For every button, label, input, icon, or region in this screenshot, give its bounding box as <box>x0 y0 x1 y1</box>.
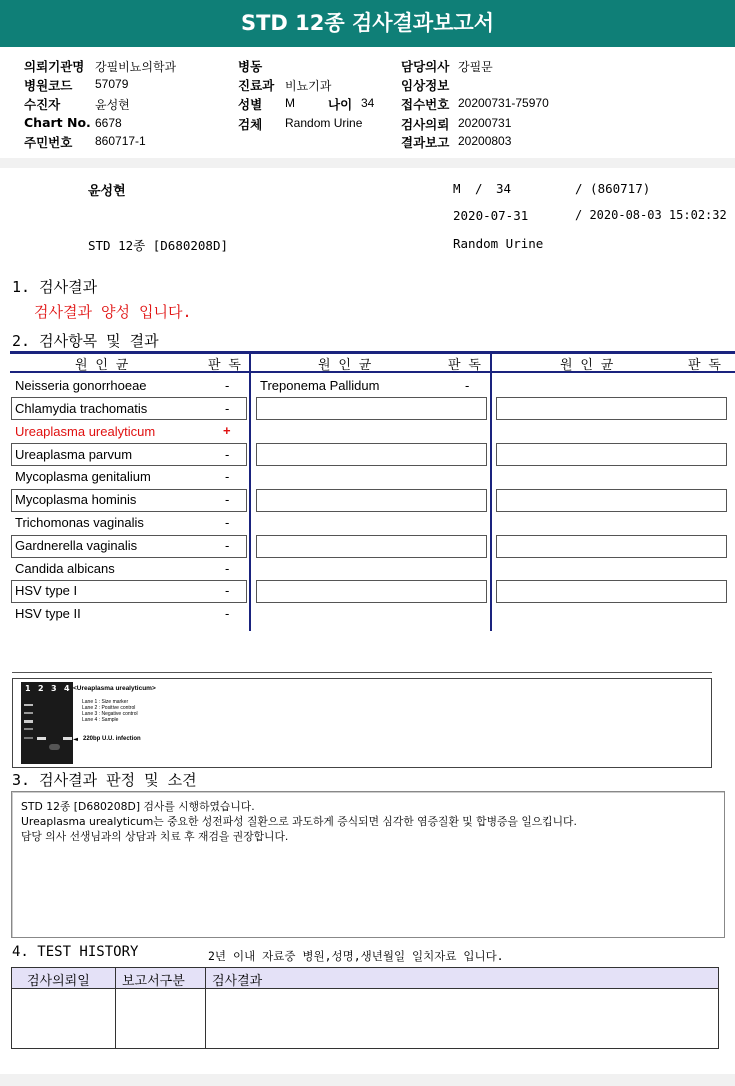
col2-result-header: 판 독 <box>448 358 481 373</box>
pathogen-result: - <box>225 515 230 530</box>
summary-specimen: Random Urine <box>453 236 544 251</box>
pathogen-result: - <box>225 469 230 484</box>
history-col-divider <box>205 967 206 1049</box>
summary-date: 2020-07-31 <box>453 208 529 223</box>
opinion-line: 담당 의사 선생님과의 상담과 치료 후 재검을 권장합니다. <box>21 830 289 843</box>
report-label: 결과보고 <box>401 135 450 150</box>
history-col-request-date: 검사의뢰일 <box>27 974 90 989</box>
row-box <box>256 397 487 420</box>
request-date: 20200731 <box>458 116 512 130</box>
pathogen-name: Ureaplasma parvum <box>15 447 133 462</box>
institution-label: 의뢰기관명 <box>24 59 85 74</box>
pathogen-result: - <box>225 561 230 576</box>
chart-no-value: 6678 <box>95 116 122 130</box>
row-box <box>256 535 487 558</box>
pathogen-result: - <box>225 606 230 621</box>
primer-dimer <box>49 744 60 750</box>
row-box <box>256 580 487 603</box>
section-divider <box>12 672 712 673</box>
sex-value: M <box>285 96 295 110</box>
request-label: 검사의뢰 <box>401 117 450 132</box>
pathogen-name: Treponema Pallidum <box>260 378 380 393</box>
sex-label: 성별 <box>238 97 263 112</box>
gel-legend-item: Lane 4 : Sample <box>82 717 119 723</box>
history-col-divider <box>115 967 116 1049</box>
page-footer-strip <box>0 1074 735 1086</box>
pathogen-result: - <box>225 447 230 462</box>
pathogen-result: - <box>225 538 230 553</box>
row-box <box>496 489 727 512</box>
ward-label: 병동 <box>238 59 263 74</box>
receipt-no-value: 20200731-75970 <box>458 96 549 110</box>
band-arrow-icon: ◄ <box>73 735 78 743</box>
report-date: 20200803 <box>458 134 512 148</box>
row-box <box>256 489 487 512</box>
opinion-line: STD 12종 [D680208D] 검사를 시행하였습니다. <box>21 800 255 813</box>
marker-band <box>24 704 33 706</box>
lane-label: 1 <box>25 684 31 693</box>
gel-legend-item: Lane 3 : Negative control <box>82 711 138 717</box>
marker-band <box>24 737 33 739</box>
summary-sex: M <box>453 181 461 196</box>
age-value: 34 <box>361 96 375 110</box>
divider-strip <box>0 158 735 168</box>
pathogen-result: - <box>465 378 470 393</box>
lane-label: 4 <box>64 684 70 693</box>
pathogen-name: HSV type II <box>15 606 81 621</box>
pathogen-result: - <box>225 583 230 598</box>
lane-label: 3 <box>51 684 57 693</box>
gel-title: <Ureaplasma urealyticum> <box>73 685 156 692</box>
chart-no-label: Chart No. <box>24 115 91 130</box>
history-note: 2년 이내 자료중 병원,성명,생년월일 일치자료 입니다. <box>208 949 504 963</box>
col3-result-header: 판 독 <box>688 358 721 373</box>
column-divider-1 <box>249 351 251 631</box>
opinion-line: Ureaplasma urealyticum는 중요한 성전파성 질환으로 과도하게 증식되면 심각한 염증질환 및 합병증을 일으킵니다. <box>21 815 577 828</box>
summary-report-datetime: / 2020-08-03 15:02:32 <box>575 208 727 222</box>
history-table <box>11 967 719 1049</box>
pathogen-result-positive: + <box>223 423 231 438</box>
pathogen-result: - <box>225 492 230 507</box>
history-col-result: 검사결과 <box>212 974 263 989</box>
age-label: 나이 <box>328 97 353 112</box>
marker-band <box>24 720 33 723</box>
pathogen-result: - <box>225 378 230 393</box>
collector-label: 수진자 <box>24 97 61 112</box>
row-box <box>496 443 727 466</box>
receipt-no-label: 접수번호 <box>401 97 450 112</box>
positive-result-text: 검사결과 양성 입니다. <box>34 303 192 321</box>
row-box <box>496 535 727 558</box>
section4-heading: 4. TEST HISTORY <box>12 944 139 960</box>
row-box <box>496 397 727 420</box>
pathogen-name: Neisseria gonorrhoeae <box>15 378 147 393</box>
section3-heading: 3. 검사결과 판정 및 소견 <box>12 771 197 789</box>
col3-pathogen-header: 원 인 균 <box>560 358 614 373</box>
clinical-label: 임상정보 <box>401 78 450 93</box>
hospital-code-label: 병원코드 <box>24 78 73 93</box>
pathogen-name: Trichomonas vaginalis <box>15 515 144 530</box>
specimen-value: Random Urine <box>285 116 363 130</box>
marker-band <box>24 728 33 730</box>
dept-value: 비뇨기과 <box>285 79 332 93</box>
gel-image <box>21 682 73 764</box>
pathogen-result: - <box>225 401 230 416</box>
resident-no-label: 주민번호 <box>24 135 73 150</box>
specimen-label: 검체 <box>238 117 263 132</box>
hospital-code-value: 57079 <box>95 77 129 91</box>
col1-pathogen-header: 원 인 균 <box>75 358 129 373</box>
pathogen-name: Candida albicans <box>15 561 115 576</box>
pathogen-name: Mycoplasma genitalium <box>15 469 151 484</box>
doctor-value: 강필문 <box>458 60 493 74</box>
summary-name: 윤성현 <box>88 184 126 199</box>
collector-value: 윤성현 <box>95 98 130 112</box>
band-label: 220bp U.U. infection <box>83 736 141 742</box>
sample-band <box>63 737 72 740</box>
report-title: STD 12종 검사결과보고서 <box>0 0 735 47</box>
lane-label: 2 <box>38 684 44 693</box>
row-box <box>256 443 487 466</box>
pathogen-name: Mycoplasma hominis <box>15 492 137 507</box>
summary-test-code: STD 12종 [D680208D] <box>88 238 229 253</box>
col2-pathogen-header: 원 인 균 <box>318 358 372 373</box>
positive-band <box>37 737 46 740</box>
opinion-box <box>11 791 725 938</box>
institution-value: 강필비뇨의학과 <box>95 60 177 74</box>
pathogen-name: Chlamydia trachomatis <box>15 401 148 416</box>
section1-heading: 1. 검사결과 <box>12 278 98 296</box>
section2-heading: 2. 검사항목 및 결과 <box>12 332 159 350</box>
pathogen-name: HSV type I <box>15 583 78 598</box>
gel-legend-item: Lane 1 : Size marker <box>82 699 129 705</box>
summary-slash: / <box>475 181 483 196</box>
column-divider-2 <box>490 351 492 631</box>
col1-result-header: 판 독 <box>208 358 241 373</box>
history-col-report-type: 보고서구분 <box>122 974 185 989</box>
pathogen-name-positive: Ureaplasma urealyticum <box>15 424 156 439</box>
pathogen-name: Gardnerella vaginalis <box>15 538 138 553</box>
dept-label: 진료과 <box>238 78 275 93</box>
marker-band <box>24 712 33 714</box>
resident-no-value: 860717-1 <box>95 134 146 148</box>
summary-resident: / (860717) <box>575 181 651 196</box>
gel-legend-item: Lane 2 : Positive control <box>82 705 136 711</box>
row-box <box>496 580 727 603</box>
doctor-label: 담당의사 <box>401 59 450 74</box>
summary-age: 34 <box>496 181 512 196</box>
